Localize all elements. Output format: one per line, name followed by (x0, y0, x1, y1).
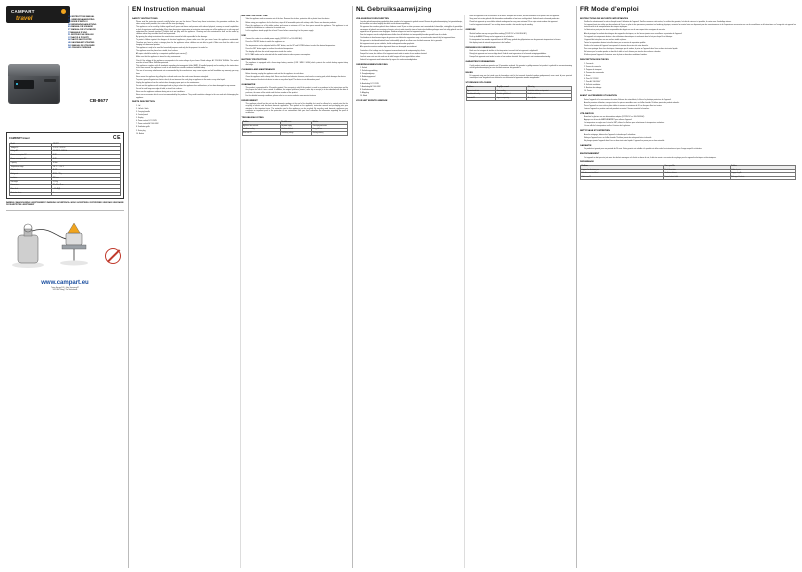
section-list (580, 99, 796, 111)
list-item: • Please read the instruction manual carefully before you use the device. Please keep these instructions, the guarantee certificate, the sales receipt and if possible, the carton with the inner packaging. (136, 21, 239, 26)
section-heading: VEILIGHEIDSVOORSCHRIFTEN (356, 17, 389, 20)
list-item: • 7. Prise AC 100-240V (584, 81, 796, 83)
list-item: • Dit apparaat kan worden gebruikt door kinderen vanaf 8 jaar en door personen met verminderde lichamelijke, zintuiglijke of geestelijke vermogens of gebrek aan ervaring en kennis, mits zij onder toezicht staan of instructies hebben gekregen over het veilig gebruik van het apparaat en de gevaren ervan begrijpen. Kinderen mogen niet met het apparaat spelen. (360, 26, 463, 33)
spec-value: CB-8677 (52, 143, 121, 147)
column-header: Probleme (581, 166, 664, 170)
table-cell: Ventilation obstruee (663, 173, 730, 177)
list-item: • L'ecran affiche la temperature reelle a l'interieur de la glaciere. (584, 125, 796, 127)
toc-item: EN INSTRUCTION MANUAL (68, 16, 95, 18)
lang-heading-en: EN Instruction manual (132, 6, 206, 13)
list-item: • 5. Ecran (584, 75, 796, 77)
spec-key: Insulation (10, 177, 52, 181)
column-header: Mogelijke oorzaak (496, 87, 527, 91)
brand-name: CAMPART (11, 9, 35, 14)
spec-value: PU foam (52, 177, 121, 181)
list-item: • Cet appareil ne doit pas etre jete avec les dechets menagers a la fin de sa duree de vie, il doit etre remis a un centre de recyclage pour les appareils electriques et electroniques. (584, 157, 796, 159)
list-item: • 2. Dekselvergrendeling (360, 70, 463, 72)
table-cell: Recharge battery (312, 132, 348, 136)
list-item: • Toutes les reparations doivent etre effectuees par un service de reparation qualifie. (584, 42, 796, 44)
list-item: • ECO / MAX mode can be selected with the mode button to reduce power consumption. (246, 54, 349, 56)
list-item: • Ne laissez pas le cordon pendre au bord de la table et ne le laissez pas toucher des surfaces chaudes. (584, 51, 796, 53)
list-item: • 9. Bouchon de vidange (584, 87, 796, 89)
section-list (466, 65, 573, 70)
table-row (581, 176, 796, 180)
list-item: • 2. Lid lock / latch (136, 108, 239, 110)
list-item: • Appuyez sur la touche MARCHE/ARRET pour allumer l'appareil. (584, 119, 796, 121)
section-heading: GEBRUIK (465, 29, 476, 32)
list-item: • Branchez la glaciere sur une alimentation adaptee (12/24V DC ou 100-240V AC). (584, 116, 796, 118)
list-item: • 3. Draaghandgreep (360, 73, 463, 75)
section-list (580, 63, 796, 93)
toc-item: PT MANUAL DE UTILIZADOR (68, 28, 96, 31)
spec-value: < 45 dB(A) (52, 188, 121, 192)
list-item: • Lees de gebruiksaanwijzing aandachtig door voordat u het apparaat in gebruik neemt. Bewaar de gebruiksaanwijzing, het garantiebewijs, de kassabon en indien mogelijk de doos met de binnenverpakking. (360, 21, 463, 26)
table-cell: Refroidissement insuffisant (581, 173, 664, 177)
spec-key: Model (10, 143, 52, 147)
spec-value: 12,5 kg (52, 181, 121, 185)
section-list (580, 157, 796, 159)
cooler-handle (44, 79, 56, 82)
table-cell: Error code F1 (242, 132, 280, 136)
cooler-control-panel (14, 80, 34, 89)
list-item: • 5. Display (360, 79, 463, 81)
list-item: • Before cleaning, unplug the appliance and wait for the appliance to cool down. (246, 73, 349, 75)
list-item: • Take the appliance and accessories out of the box. Remove the stickers, protective foil or plastic from the device. (246, 18, 349, 20)
section-heading: BEFORE THE FIRST USE (241, 15, 268, 17)
list-item: • 10. Mand (360, 95, 463, 97)
list-item: • Verifiez si la tension de l'appareil correspond a la tension du secteur de votre domicile. (584, 45, 796, 47)
list-item: • Sortez l'appareil et les accessoires du carton. Enlevez les autocollants, le film ou le plastique protecteur de l'appareil. (584, 99, 796, 101)
list-item: • Om kinderen te beschermen tegen de gevaren van elektrische apparatuur mag u ze nooit zonder toezicht bij het apparaat laten. (360, 37, 463, 39)
column-header: Solution (312, 121, 348, 125)
spec-key: Voltage AC (10, 151, 52, 155)
list-item: • Ne plongez jamais l'appareil dans l'eau ou dans tout autre liquide. L'appareil ne passe pas au lave-vaisselle. (584, 140, 796, 142)
spec-key: Capacity (10, 162, 52, 166)
list-item: • Gebruik het apparaat nooit buitenshuis bij regen of in natte omstandigheden. (360, 59, 463, 61)
section-heading: AVANT LA PREMIERE UTILISATION (580, 95, 617, 98)
list-item: • Ce produit est garanti pour une periode de 24 mois. Votre garantie est valable si le produit est utilise selon les instructions et pour l'usage auquel il est destine. (584, 148, 796, 150)
section-list (466, 50, 573, 58)
section-list (242, 18, 349, 32)
list-item: • Let the appliance stand upright for at least 2 hours before connecting it to the power supply. (246, 30, 349, 32)
lang-body-fr (580, 15, 796, 568)
list-item: • Avant le nettoyage, debranchez l'appareil et attendez qu'il refroidisse. (584, 134, 796, 136)
spec-value: -20 °C ... +20 °C (52, 166, 121, 170)
toc-item: NL GEBRUIKSAANWIJZING (68, 18, 95, 21)
section-list (356, 21, 463, 61)
table-row (466, 97, 572, 101)
list-item: • Avant la premiere utilisation, essuyez toutes les pieces amovibles avec un chiffon humide. N'utilisez jamais de produits abrasifs. (584, 102, 796, 104)
list-item: • Unplug the appliance from the socket when changing spare parts or for maintenance. (136, 82, 239, 84)
list-item: • La temperature se regle avec la touche SET, utilisez les fleches pour selectionner la temperature souhaitee. (584, 122, 796, 124)
list-item: • 8. Ventilatierooster (360, 89, 463, 91)
table-cell: Degagez la grille (730, 173, 795, 177)
brand-sub: travel (16, 14, 33, 22)
list-item: • Dompel het snoer, de stekker of het apparaat nooit onder in water of een andere vloeistof. (360, 53, 463, 55)
spec-key: Noise level (10, 188, 52, 192)
table-cell: Insufficient cooling (242, 128, 280, 132)
toc-item: IT MANUALE D'USO (68, 31, 88, 34)
list-item: • Alle reparaties moeten worden uitgevoerd door een bevoegde servicedienst. (360, 46, 463, 48)
spec-key: Power consumption AC (10, 158, 52, 162)
section-heading: INSTRUCTIONS DE SECURITE IMPORTANTES (580, 17, 629, 20)
list-item: • 4. Control panel (136, 114, 239, 116)
list-item: • Dompel het apparaat nooit onder in water of een andere vloeistof. Het apparaat is niet vaatwasserbestendig. (470, 56, 573, 58)
list-item: • All repairs should be made by a competent qualified repair service(*). (136, 53, 239, 55)
list-item: • 9. Aftapplug (360, 92, 463, 94)
section-heading: TROUBLESHOOTING (241, 117, 264, 120)
list-item: • L'appareil doit etre place sur une surface stable et plane. (584, 39, 796, 41)
table-cell: L'appareil ne fonctionne pas (581, 169, 664, 173)
table-cell: Low battery voltage (280, 132, 311, 136)
table-cell: No power supply (280, 125, 311, 129)
prohibition-icon (105, 248, 121, 264)
spec-key: Climate class (10, 169, 52, 173)
spec-key: Refrigerant (10, 173, 52, 177)
cover-column (6, 6, 124, 568)
troubleshooting-table (580, 165, 796, 180)
table-cell: Verifiez la prise (730, 169, 795, 173)
list-item: • Make sure that the appliance is stored in a dry environment. (136, 56, 239, 58)
list-item: • Nettoyez l'appareil avec un chiffon humide. N'utilisez jamais de nettoyants forts et abrasifs. (584, 137, 796, 139)
brand-logo (6, 6, 70, 23)
list-item: • This appliance can be used by children aged from 8 years and above and persons with reduced physical, sensory or mental capabilities or lack of experience and knowledge if they have been given supervision or instruction concerning use of the appliance in a safe way and understand the hazards involved. Children shall not play with the appliance. Cleaning and user maintenance shall not be made by children unless they are older than 8 and supervised. (136, 26, 239, 35)
list-item: • 4. Panneau de commande (584, 72, 796, 74)
toc-item: RO MANUAL DE UTILIZARE (68, 44, 95, 47)
list-item: • Le fabricant ne peut pas etre tenu responsable des degats en cas de non-respect des consignes de securite. (584, 29, 796, 31)
section-list (580, 134, 796, 142)
list-item: • Do not let cord hang over edge of table, or touch hot surfaces. (136, 88, 239, 90)
section-list (466, 75, 573, 80)
section-heading: DESCRIPTION DES PIECES (580, 59, 609, 62)
troubleshooting-table (466, 86, 573, 101)
list-item: • Het display toont de actuele temperatuur in de koelbox. (470, 42, 573, 44)
list-item: • 10. Basket (136, 133, 239, 135)
toc-item: FR MODE D'EMPLOI (68, 21, 88, 24)
list-item: • Reinig het apparaat met een vochtige doek. Gebruik nooit agressieve of schurende reinigingsmiddelen. (470, 53, 573, 55)
section-list (132, 21, 239, 99)
list-item: • 4. Bedieningspaneel (360, 76, 463, 78)
table-cell: Keep grille free (312, 128, 348, 132)
lang-heading-nl: NL Gebruiksaanwijzing (356, 6, 432, 13)
list-item: • 2. Verrou du couvercle (584, 66, 796, 68)
table-cell: Houd het rooster vrij (527, 94, 572, 98)
list-item: • Dit apparaat is uitsluitend bedoeld voor huishoudelijk gebruik en alleen voor het doel waarvoor het is gemaakt. (360, 40, 463, 42)
list-item: • Controleer of het voltage van het apparaat overeenkomt met de netspanning bij u thuis. (360, 50, 463, 52)
list-item: • Druk op de AAN/UIT-knop om het apparaat in te schakelen. (470, 36, 573, 38)
list-item: • This product is guaranteed for 24 months granted. Your warranty is valid if the product is used in accordance to the instructions and for the purpose for which it was created. In addition, the original purchase (invoice, sales slip or receipt) is to be submitted with the date of purchase, the name of the retailer and the item number of the product. (246, 87, 349, 94)
list-item: • Posez l'appareil sur une surface plate stable et assurez un minimum de 10 cm d'espace libre tout autour. (584, 105, 796, 107)
list-item: • The appliance is equipped with a three-stage battery monitor (LOW / MED / HIGH) which protects the vehicle battery against deep discharge. (246, 62, 349, 67)
list-item: • De temperatuur kan worden ingesteld met de SET-knop; gebruik de pijltjestoetsen om de gewenste temperatuur te kiezen. (470, 39, 573, 41)
list-item: • This appliance should not be put into the domestic garbage at the end of its durability, but must be offered at a central point for the recycling of electric and electronic domestic appliances. This symbol on the appliance, instruction manual and packaging puts your attention to this important issue. The materials used in this appliance can be recycled. By recycling used domestic appliances you contribute an important push to the protection of our environment. Ask your local authorities for information regarding the point of recollection. (246, 103, 349, 114)
specifications-table (9, 143, 121, 197)
list-item: • This appliance complies with all standards regarding electromagnetic fields (EMF). If handled properly and according to the instructions in this user manual, the appliance is safe to use based on scientific evidence available today. (136, 65, 239, 70)
list-item: • Place the appliance on a flat stable surface and ensure a minimum of 10 cm free space around the appliance. This appliance is not suitable for installation in a cabinet or for outside use. (246, 25, 349, 30)
section-heading: BATTERY PROTECTION (241, 58, 267, 61)
list-item: • 8. Grille de ventilation (584, 84, 796, 86)
section-heading: STORINGEN OPLOSSEN (465, 82, 492, 85)
toc-item: HU HASZNALATI UTASITAS (68, 41, 95, 44)
table-cell: Ventilatie geblokkeerd (496, 94, 527, 98)
section-heading: USE (241, 34, 246, 37)
toc-item: ES MANUAL DE USUARIO (68, 26, 93, 29)
list-item: • Sluit de koelbox aan op een geschikte voeding (12/24V DC of 100-240V AC). (470, 33, 573, 35)
table-cell: Geen voeding (496, 90, 527, 94)
led-icon (16, 83, 18, 85)
spec-value: 30 litre (52, 162, 121, 166)
spec-key: Net weight (10, 181, 52, 185)
spec-key: Voltage DC (10, 147, 52, 151)
list-item: • 3. Poignee de transport (584, 69, 796, 71)
section-heading: ENVIRONNEMENT (580, 153, 600, 156)
section-heading: MILIEU (465, 71, 473, 74)
list-item: • Veeg voor het eerste gebruik alle afneembare onderdelen af met een vochtige doek. Gebruik nooit schurende producten. (470, 18, 573, 20)
spec-key: Temperature range (10, 166, 52, 170)
table-cell: Ventilation blocked (280, 128, 311, 132)
list-item: • Do not use this appliance with a damaged cord or plug or when the appliance has malfunctions, or has been damaged in any manner. (136, 85, 239, 87)
list-item: • The temperature can be adjusted with the SET button, use the UP and DOWN buttons to select the desired temperature. (246, 45, 349, 47)
brand-dot-icon (61, 9, 66, 14)
spec-value: 60 W (52, 158, 121, 162)
list-item: • Haal voor het reinigen de stekker uit het stopcontact en wacht tot het apparaat is afgekoeld. (470, 50, 573, 52)
spec-value: R134a / 33 g (52, 173, 121, 177)
list-item: • The use of accessory attachments not recommended by the manufacturer may cause injuries and will invalidate any warranty you may have. (136, 70, 239, 75)
list-item: • 6. Prise DC 12/24V (584, 78, 796, 80)
column-header: Probleem (466, 87, 496, 91)
list-item: • The display will show the actual temperature inside the cooler. (246, 51, 349, 53)
section-list (132, 105, 239, 135)
list-item: • 3. Carrying handle (136, 111, 239, 113)
list-item: • 1. Couvercle (584, 63, 796, 65)
list-item: • Haal het apparaat en de accessoires uit de doos. Verwijder de stickers, de beschermfolie of het plastic van het apparaat. (470, 15, 573, 17)
language-column-fr (576, 6, 796, 568)
column-header: Cause possible (663, 166, 730, 170)
list-item: • Pour vous proteger d'un choc electrique, n'immergez pas le cordon, la prise ou l'appareil dans l'eau ou dans tout autre liquide. (584, 48, 796, 50)
list-item: • The appliance must be placed on a stable, level surface. (136, 50, 239, 52)
table-row (242, 132, 348, 136)
model-number: CB-8677 (89, 98, 108, 103)
section-list (242, 62, 349, 67)
list-item: • For the detailed warranty conditions, please refer to our service website: www.service.tristar.eu (246, 95, 349, 97)
table-cell: Lage accuspanning (496, 97, 527, 101)
table-cell: Code erreur F1 (581, 176, 664, 180)
website-link[interactable]: www.campart.eu (41, 279, 89, 286)
section-list (242, 87, 349, 97)
column-header: Problem (242, 121, 280, 125)
ce-mark-icon: CE (113, 135, 121, 141)
list-item: • To protect yourself against an electric shock, do not immerse the cord, plug or appliance in the water or any other liquid. (136, 79, 239, 81)
cooler-illustration (8, 64, 60, 104)
list-item: • 6. Aansluiting DC 12/24V (360, 83, 463, 85)
list-item: • Press the ON/OFF button to switch the appliance on. (246, 41, 349, 43)
list-item: • To protect children against the dangers of electrical appliances, please make sure that you never leave the appliance unattended. Therefore you have to select a storage place for the appliance where children are not able to grab it. Make sure that the cable is not hanging in a downward position. (136, 39, 239, 46)
section-heading: REINIGING EN ONDERHOUD (465, 46, 496, 49)
section-heading: VOOR HET EERSTE GEBRUIK (356, 99, 388, 102)
troubleshooting-table (242, 121, 349, 136)
section-heading: GARANTIE (580, 144, 592, 147)
specifications-box (6, 132, 124, 199)
list-item: • Clean the appliance with a damp cloth. Never use harsh and abrasive cleaners, steel wool or scouring pad, which damages the device. (246, 76, 349, 78)
list-item: • 5. Display (136, 117, 239, 119)
toc-item: CZ NAVOD K POUZITI (68, 36, 89, 39)
toc-item: GR ODHGIES CHRHSHS (68, 47, 92, 50)
list-item: • 1. Deksel (360, 67, 463, 69)
list-item: • This appliance is only to be used for household purposes and only for the purpose it is made for. (136, 47, 239, 49)
spec-logo: CAMPART travel (9, 136, 30, 140)
column-header: Oplossing (527, 87, 572, 91)
list-item: • 9. Drain plug (136, 130, 239, 132)
spec-key: Protection class (10, 192, 52, 196)
spec-value: 100-240 V~ 50/60 Hz (52, 151, 121, 155)
list-item: • Plaats het apparaat op een vlakke stabiele ondergrond en zorg voor minimaal 10 cm vrije ruimte rondom het apparaat. (470, 21, 573, 23)
list-item: • Never use accessories which are not recommended by the producer. They could constitute a danger to the user and risk of damaging the appliance. (136, 94, 239, 99)
section-list (580, 21, 796, 57)
list-item: • Connect the cooler to a suitable power supply (12/24V DC or 100-240V AC). (246, 38, 349, 40)
section-list (466, 33, 573, 45)
section-heading: GARANTIEVOORWAARDEN (465, 61, 495, 64)
gas-connection-diagram (6, 210, 124, 276)
table-cell: Foutcode F1 (466, 97, 496, 101)
diagram-svg (6, 213, 124, 273)
section-list (580, 148, 796, 150)
lang-body-nl (356, 15, 572, 568)
list-item: • Cet appareil est uniquement destine a des utilisations domestiques et seulement dans le but pour lequel il est fabrique. (584, 36, 796, 38)
list-item: • Press the SET button again to confirm the selected temperature. (246, 48, 349, 50)
language-column-nl (352, 6, 572, 568)
spec-value: N / ST (52, 169, 121, 173)
list-item: • 1. Lid (136, 105, 239, 107)
table-cell: Appliance does not work (242, 125, 280, 129)
spec-value: 12 V DC / 24 V DC (52, 147, 121, 151)
section-list (242, 103, 349, 114)
list-item: • 8. Ventilation grille (136, 126, 239, 128)
list-item: • Never move the appliance by pulling the cord and make sure the cord cannot become entangled. (136, 76, 239, 78)
list-item: • Laat het apparaat minimaal 2 uur rechtop staan voordat u het aansluit op de voeding. (470, 24, 573, 26)
list-item: • 7. Aansluiting AC 100-240V (360, 86, 463, 88)
section-list (242, 38, 349, 56)
table-cell: Pas d'alimentation (663, 169, 730, 173)
section-heading: DEPANNAGE (580, 161, 594, 164)
list-item: • Cet appareil peut etre utilise par des enfants de 8 ans ou plus et des personnes presentant un handicap physique, sensoriel ou mental voire ne disposant pas des connaissances et de l'experience necessaires en cas de surveillance ou d'instructions sur l'usage de cet appareil en toute securite et de comprehension des risques impliques. (584, 24, 796, 29)
section-list (580, 116, 796, 128)
table-cell: Apparaat werkt niet (466, 90, 496, 94)
product-hero-image (6, 38, 124, 130)
section-heading: ENVIRONMENT (241, 99, 258, 102)
list-item: • Never immerse the electrical device in water or any other liquid. The device is not dishwasher proof. (246, 79, 349, 81)
section-heading: UTILISATION (580, 112, 594, 115)
section-heading: NETTOYAGE ET ENTRETIEN (580, 130, 610, 133)
spec-value: I (52, 192, 121, 196)
list-item: • By ignoring the safety instructions the manufacturer cannot be held responsible for the damage. (136, 36, 239, 38)
section-heading: SAFETY INSTRUCTIONS (132, 17, 158, 20)
spec-value: 45 W (52, 154, 121, 158)
list-item: • Laissez l'appareil en position verticale pendant au moins 2 heures avant de le brancher. (584, 108, 796, 110)
list-item: • Afin de proteger les enfants des dangers des appareils electriques, ne les laissez jamais sans surveillance a proximite de l'appareil. (584, 33, 796, 35)
list-item: • Never use the appliance outdoors during rain or in wet conditions. (136, 91, 239, 93)
company-address: Tristar Europe B.V. | Jules Verneweg 87 5015 BH Tilburg | The Netherlands (50, 287, 80, 292)
section-list (466, 15, 573, 27)
lang-heading-fr: FR Mode d'emploi (580, 6, 639, 13)
list-item: • Dit apparaat mag aan het einde van de levensduur niet bij het normale huisafval worden gedeponeerd, maar moet bij een speciaal inzamelpunt voor hergebruik van elektrische en elektronische apparaten worden aangeboden. (470, 75, 573, 80)
section-list (242, 73, 349, 81)
toc-item: SK NAVOD NA POUZITIE (68, 39, 92, 42)
list-item: • Check if the voltage of the appliance corresponds to the main voltage of your home. Rated voltage: AC 220-240V 50/60Hz. The socket must be at least 16A or 10A slow-protected. (136, 60, 239, 65)
column-header: Solution (730, 166, 795, 170)
table-cell: Accu opladen (527, 97, 572, 101)
warning-heading: WARNING / WAARSCHUWING / AVERTISSEMENT / WARNUNG / ADVERTENCIA / AVISO / AVVERTENZA / OSTRZEZENIE / VAROVANI / VAROVANIE / FIGYELMEZTETES / AVERTISMENT (6, 201, 124, 206)
list-item: • Het apparaat moet op een stabiele, vlakke ondergrond worden geplaatst. (360, 43, 463, 45)
list-item: • Op dit product wordt een garantie van 24 maanden verleend. Uw garantie is geldig wanneer het product is gebruikt in overeenstemming met de gebruiksaanwijzing en voor het doel waarvoor het gemaakt is. (470, 65, 573, 70)
list-item: • Before using your appliance for the first time, wipe off all removable parts with a damp cloth. Never use abrasive products. (246, 22, 349, 24)
list-item: • Veuillez lire attentivement la notice d'emploi avant l'utilisation de l'appareil. Veuillez conserver cette notice, le certificat de garantie, le ticket de caisse et si possible, le carton avec l'emballage interne. (584, 21, 796, 23)
section-list (356, 67, 463, 97)
table-cell: Onvoldoende koeling (466, 94, 496, 98)
list-item: • 7. Power socket AC 100-240V (136, 123, 239, 125)
spec-key: Dimensions (10, 185, 52, 189)
spec-value: 58 x 34 x 41 cm (52, 185, 121, 189)
table-cell: Check plug and socket (312, 125, 348, 129)
spec-row (10, 192, 121, 196)
section-heading: GUARANTEE (241, 83, 256, 86)
table-cell: Controleer stekker en stopcontact (527, 90, 572, 94)
toc-item: PL INSTRUKCJA OBSLUGI (68, 34, 94, 37)
section-heading: CLEANING AND MAINTENANCE (241, 69, 275, 72)
section-heading: ONDERDELENBESCHRIJVING (356, 63, 388, 66)
table-cell: Rechargez la batterie (730, 176, 795, 180)
list-item: • 6. Power socket DC 12/24V (136, 120, 239, 122)
cooler-lid (8, 64, 60, 76)
language-column-en (128, 6, 348, 568)
lang-body-en (132, 15, 348, 568)
column-header: Possible cause (280, 121, 311, 125)
list-item: • 10. Panier (584, 90, 796, 92)
list-item: • N'utilisez jamais l'appareil a l'exterieur sous la pluie ou dans des conditions humides. (584, 54, 796, 56)
list-item: • Door het negeren van de veiligheidsvoorschriften kan de fabrikant niet aansprakelijk worden gesteld voor de schade. (360, 34, 463, 36)
toc-item: DE BEDIENUNGSANLEITUNG (68, 23, 97, 26)
table-cell: Tension batterie faible (663, 176, 730, 180)
section-heading: PARTS DESCRIPTION (132, 101, 155, 104)
spec-key: Power consumption DC (10, 154, 52, 158)
list-item: • Laat het snoer niet over de rand van de tafel hangen of hete oppervlakken raken. (360, 56, 463, 58)
